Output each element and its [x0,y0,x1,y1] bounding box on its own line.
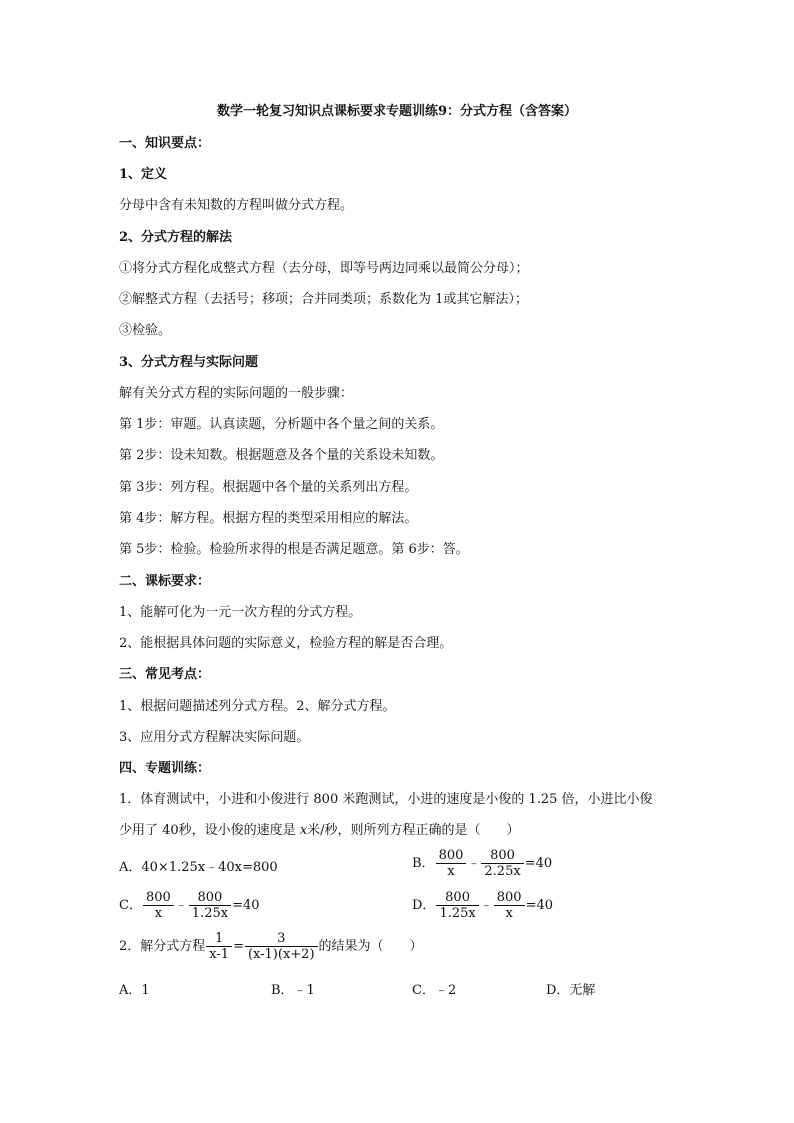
denominator: 1.25x [189,905,231,921]
fraction [245,931,318,962]
denominator: x [494,905,525,921]
section-heading-curriculum: 二、课标要求： [119,574,211,589]
operator: ﹣ [479,898,493,913]
subheading-practical-problems: 3、分式方程与实际问题 [119,355,259,370]
q2-option-c[interactable]: C．﹣2 [412,983,457,998]
q2-text-pre: 2．解分式方程 [119,939,206,954]
rhs: =40 [525,898,553,913]
section-heading-training: 四、专题训练： [119,761,211,776]
page-title: 数学一轮复习知识点课标要求专题训练9：分式方程（含答案） [216,104,578,119]
subheading-definition: 1、定义 [119,167,168,182]
fraction [436,848,467,879]
fraction [189,890,231,921]
question-2 [119,931,423,962]
operator: ﹣ [467,856,481,871]
q2-option-b[interactable]: B．﹣1 [271,983,315,998]
numerator: 3 [277,931,286,946]
numerator: 800 [445,890,470,905]
practical-step: 第 3步：列方程。根据题中各个量的关系列出方程。 [119,480,418,495]
fraction [143,890,174,921]
section-heading-knowledge: 一、知识要点： [119,136,211,151]
denominator: x [143,905,174,921]
option-label: C． [119,898,142,913]
q1-text-post: 米/秒，则所列方程正确的是（ ） [307,823,520,838]
q1-option-b[interactable] [412,848,552,879]
rhs: =40 [232,898,260,913]
fraction [494,890,525,921]
numerator: 800 [145,890,171,905]
practical-intro: 解有关分式方程的实际问题的一般步骤： [119,386,354,401]
numerator: 800 [438,848,464,863]
denominator: 2.25x [481,863,523,879]
exam-point-item: 3、应用分式方程解决实际问题。 [119,730,310,745]
subheading-solution-method: 2、分式方程的解法 [119,230,233,245]
q1-option-d[interactable] [412,890,553,921]
q2-text-post: 的结果为（ ） [318,939,423,954]
q1-text-pre: 少用了 40秒，设小俊的速度是 [119,823,300,838]
question-1-line-2 [119,823,520,839]
q1-variable: x [299,823,308,838]
denominator: (x-1)(x+2) [245,946,318,962]
section-heading-exam-points: 三、常见考点： [119,667,211,682]
option-label: B． [412,856,435,871]
q1-option-a[interactable]: A．40×1.25x﹣40x=800 [119,860,278,875]
q2-option-d[interactable]: D．无解 [546,983,596,998]
exam-point-item: 1、根据问题描述列分式方程。2、解分式方程。 [119,699,396,714]
denominator: x [436,863,467,879]
numerator: 800 [496,890,522,905]
option-label: D． [412,898,436,913]
numerator: 800 [197,890,223,905]
question-1-line-1: 1．体育测试中，小进和小俊进行 800 米跑测试，小进的速度是小俊的 1.25 倍，小进比小俊 [119,792,653,807]
numerator: 800 [490,848,515,863]
operator: ﹣ [174,898,188,913]
curriculum-item: 2、能根据具体问题的实际意义，检验方程的解是否合理。 [119,636,453,651]
solution-step: ②解整式方程（去括号；移项；合并同类项；系数化为 1或其它解法）； [119,292,528,307]
practical-step: 第 4步：解方程。根据方程的类型采用相应的解法。 [119,511,418,526]
q1-option-c[interactable] [119,890,260,921]
fraction [436,890,478,921]
solution-step: ③检验。 [119,323,172,338]
solution-step: ①将分式方程化成整式方程（去分母，即等号两边同乘以最简公分母）； [119,261,529,276]
fraction [206,931,232,962]
numerator: 1 [215,931,224,946]
equals-sign: = [233,939,244,954]
definition-text: 分母中含有未知数的方程叫做分式方程。 [119,198,354,213]
denominator: 1.25x [436,905,478,921]
q2-option-a[interactable]: A．1 [119,983,150,998]
practical-step: 第 5步：检验。检验所求得的根是否满足题意。第 6步：答。 [119,542,469,557]
practical-step: 第 1步：审题。认真读题，分析题中各个量之间的关系。 [119,417,444,432]
denominator: x-1 [206,946,232,962]
curriculum-item: 1、能解可化为一元一次方程的分式方程。 [119,605,362,620]
fraction [481,848,523,879]
rhs: =40 [524,856,553,871]
practical-step: 第 2步：设未知数。根据题意及各个量的关系设未知数。 [119,448,444,463]
